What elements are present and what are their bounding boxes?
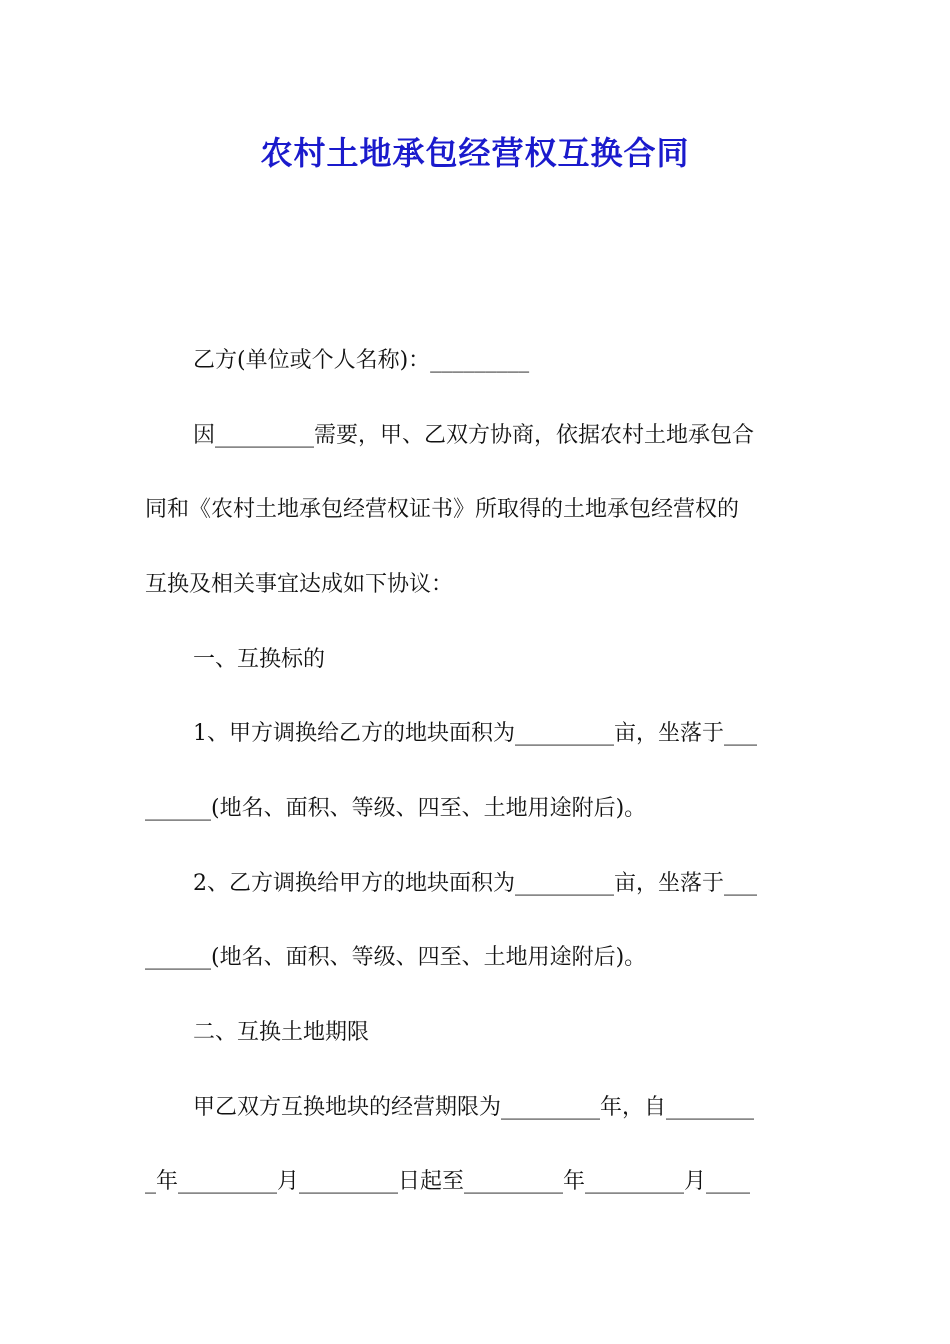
clause-1-line-2: ______(地名、面积、等级、四至、土地用途附后)。 — [145, 796, 647, 821]
section-heading-1: 一、互换标的 — [193, 647, 326, 672]
section-heading-2: 二、互换土地期限 — [193, 1020, 370, 1045]
clause-1-line-1: 1、甲方调换给乙方的地块面积为_________亩，坐落于___ — [193, 721, 757, 746]
document-title: 农村土地承包经营权互换合同 — [260, 134, 690, 172]
party-b-line: 乙方(单位或个人名称)：_________ — [193, 348, 530, 373]
clause-2-line-2: ______(地名、面积、等级、四至、土地用途附后)。 — [145, 945, 647, 970]
clause-2-line-1: 2、乙方调换给甲方的地块面积为_________亩，坐落于___ — [193, 871, 757, 896]
preamble-line-2: 同和《农村土地承包经营权证书》所取得的土地承包经营权的 — [145, 497, 740, 522]
term-line-2: _年_________月_________日起至_________年_________月____ — [145, 1169, 751, 1194]
preamble-line-1: 因_________需要，甲、乙双方协商，依据农村土地承包合 — [193, 423, 755, 448]
preamble-line-3: 互换及相关事宜达成如下协议： — [145, 572, 454, 597]
term-line-1: 甲乙双方互换地块的经营期限为_________年，自________ — [193, 1095, 755, 1120]
